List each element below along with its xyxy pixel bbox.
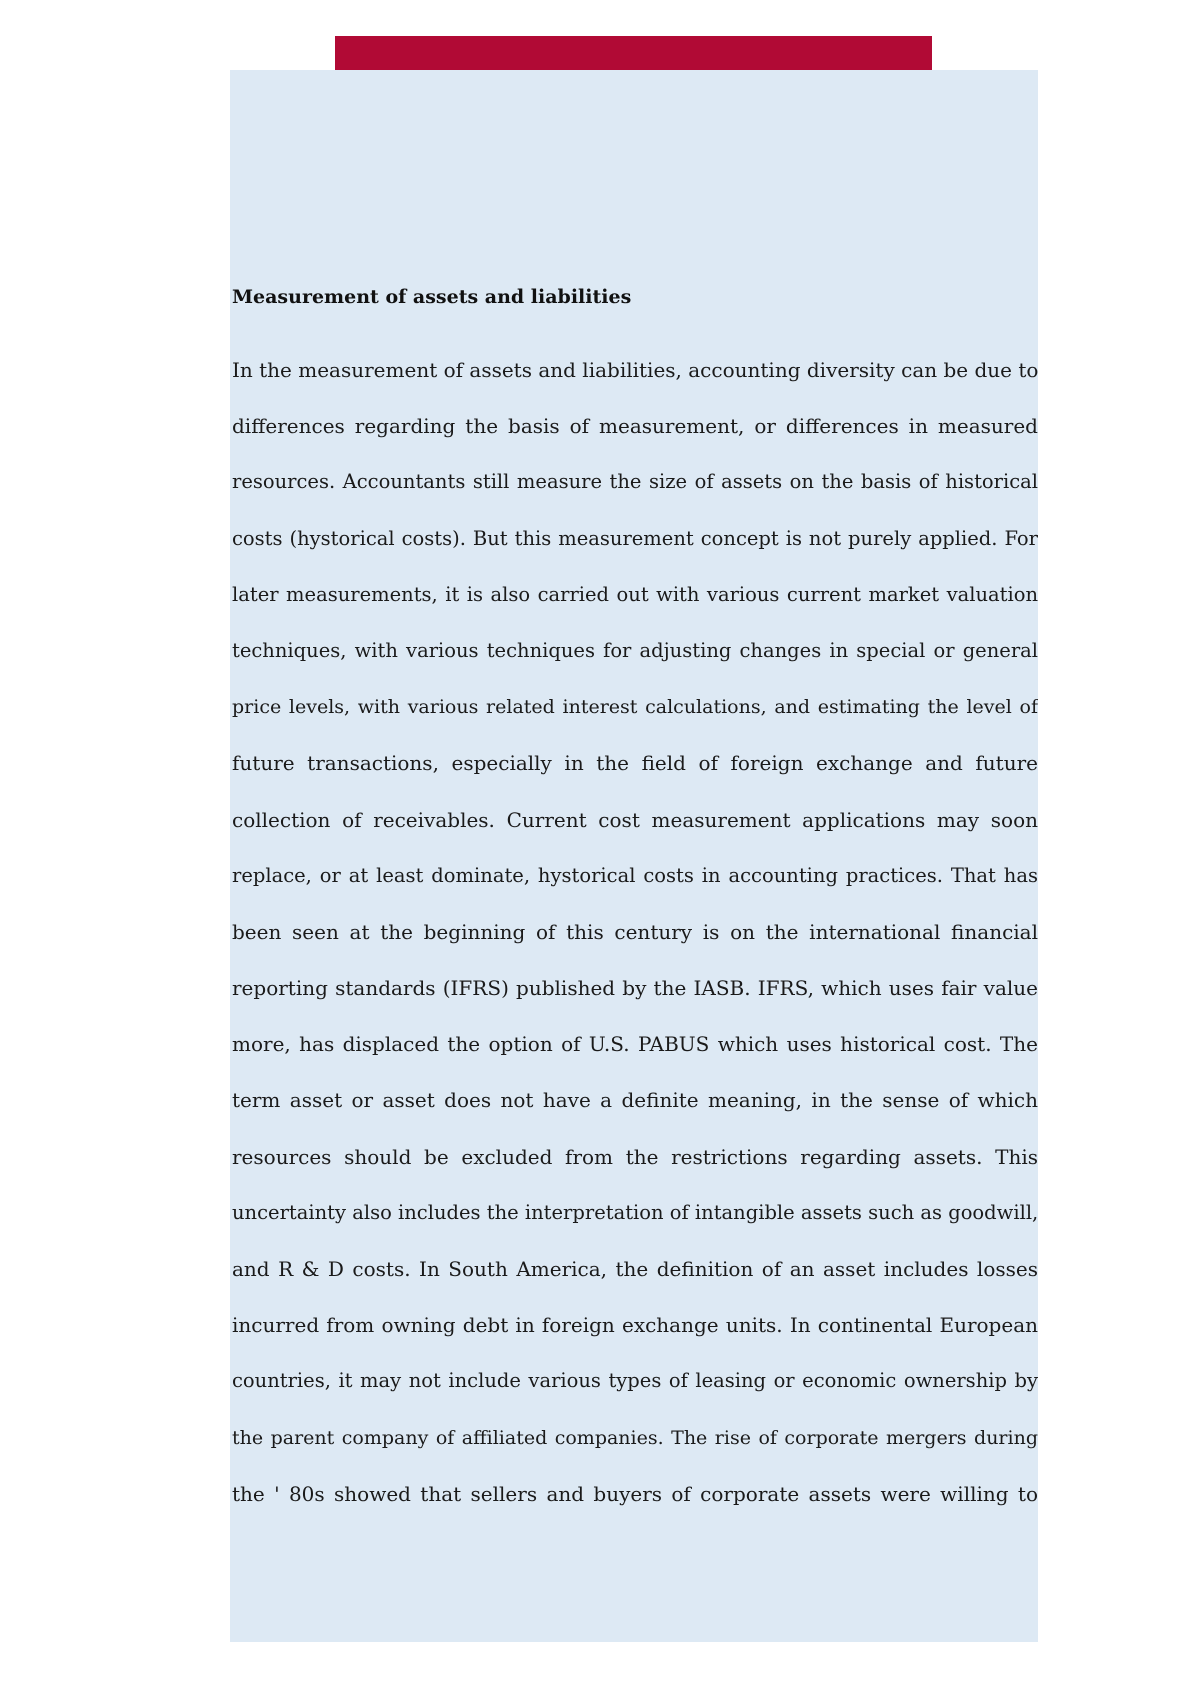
paragraph-line: price levels, with various related interest calculations, and estimating the level of xyxy=(232,696,1038,719)
paragraph-line: uncertainty also includes the interpretation of intangible assets such as goodwill, xyxy=(232,1200,1038,1224)
paragraph-line: techniques, with various techniques for adjusting changes in special or general xyxy=(232,638,1038,662)
paragraph-line: and R & D costs. In South America, the definition of an asset includes losses xyxy=(232,1257,1038,1281)
paragraph-line: future transactions, especially in the field of foreign exchange and future xyxy=(232,751,1038,776)
paragraph-line: differences regarding the basis of measurement, or differences in measured xyxy=(232,414,1038,439)
paragraph-line: reporting standards (IFRS) published by the IASB. IFRS, which uses fair value xyxy=(232,976,1038,1001)
paragraph-line: collection of receivables. Current cost measurement applications may soon xyxy=(232,807,1038,832)
paragraph-line: In the measurement of assets and liabilities, accounting diversity can be due to xyxy=(232,358,1038,382)
section-heading: Measurement of assets and liabilities xyxy=(232,286,632,308)
paragraph-line: term asset or asset does not have a definite meaning, in the sense of which xyxy=(232,1088,1038,1113)
header-accent-bar xyxy=(335,36,932,71)
paragraph-line: the ' 80s showed that sellers and buyers of corporate assets were willing to xyxy=(232,1481,1038,1506)
paragraph-line: the parent company of affiliated companies. The rise of corporate mergers during xyxy=(232,1426,1038,1449)
paragraph-line: resources should be excluded from the restrictions regarding assets. This xyxy=(232,1144,1038,1169)
paragraph-line: costs (hystorical costs). But this measurement concept is not purely applied. For xyxy=(232,526,1038,550)
paragraph-line: incurred from owning debt in foreign exchange units. In continental European xyxy=(232,1313,1038,1338)
paragraph-line: been seen at the beginning of this century is on the international financial xyxy=(232,919,1038,944)
paragraph-line: later measurements, it is also carried out with various current market valuation xyxy=(232,582,1038,606)
paragraph-line: resources. Accountants still measure the size of assets on the basis of historical xyxy=(232,470,1038,494)
body-paragraph xyxy=(232,342,1038,1522)
paragraph-line: replace, or at least dominate, hystorical costs in accounting practices. That has xyxy=(232,863,1038,887)
paragraph-line: countries, it may not include various types of leasing or economic ownership by xyxy=(232,1369,1038,1393)
paragraph-line: more, has displaced the option of U.S. PABUS which uses historical cost. The xyxy=(232,1032,1038,1057)
